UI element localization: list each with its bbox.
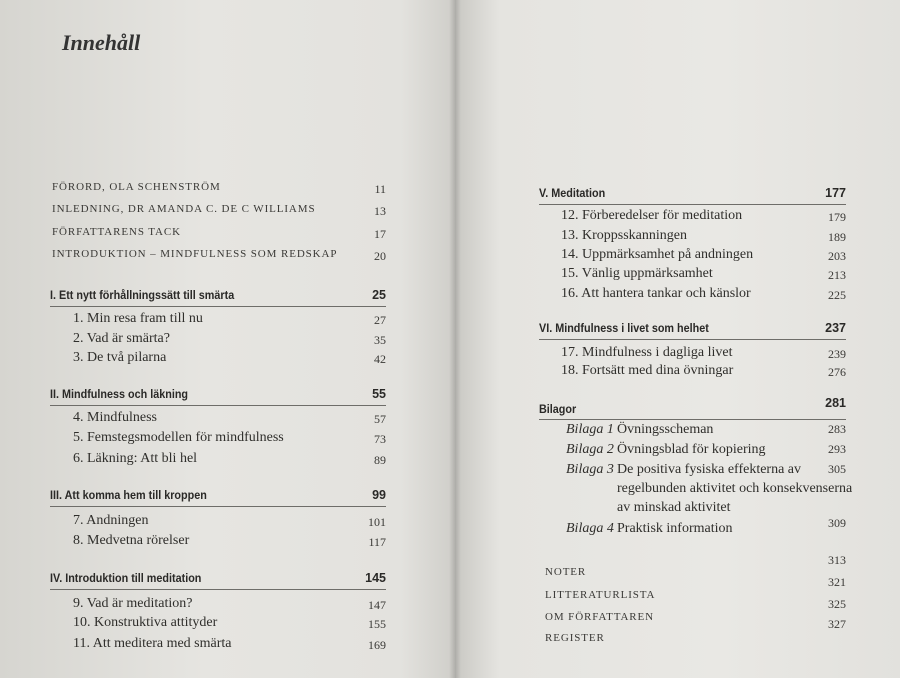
- chapter-page: 155: [368, 617, 386, 631]
- chapter-title: 4. Mindfulness: [73, 410, 157, 425]
- back-matter-page: 327: [828, 617, 846, 631]
- section-rule: [50, 589, 386, 590]
- chapter-page: 213: [828, 268, 846, 282]
- appendix-section-page: 281: [825, 396, 846, 410]
- chapter-page: 117: [368, 535, 386, 549]
- back-matter-page: 325: [828, 597, 846, 611]
- chapter-title: 10. Konstruktiva attityder: [73, 615, 218, 630]
- back-matter-label: NOTER: [545, 566, 587, 578]
- appendix-section-title: Bilagor: [539, 402, 577, 416]
- section-page: 25: [372, 288, 386, 302]
- section-title: VI. Mindfulness i livet som helhet: [539, 321, 709, 335]
- front-matter-page: 11: [374, 182, 386, 196]
- appendix-page: 309: [828, 516, 846, 530]
- section-page: 177: [825, 186, 846, 200]
- chapter-page: 89: [374, 453, 386, 467]
- section-title: II. Mindfulness och läkning: [50, 387, 189, 401]
- chapter-title: 2. Vad är smärta?: [73, 331, 170, 346]
- chapter-title: 16. Att hantera tankar och känslor: [561, 286, 751, 301]
- section-rule: [539, 204, 846, 205]
- chapter-page: 27: [374, 313, 386, 327]
- chapter-title: 6. Läkning: Att bli hel: [73, 451, 198, 466]
- appendix-tag: Bilaga 4: [566, 521, 614, 536]
- page-title: Innehåll: [62, 30, 141, 55]
- chapter-title: 18. Fortsätt med dina övningar: [561, 363, 734, 378]
- chapter-title: 11. Att meditera med smärta: [73, 636, 232, 651]
- chapter-title: 17. Mindfulness i dagliga livet: [561, 345, 733, 360]
- book-gutter: [449, 0, 461, 678]
- chapter-title: 8. Medvetna rörelser: [73, 533, 190, 548]
- appendix-tag: Bilaga 3: [566, 462, 614, 477]
- front-matter-page: 17: [374, 227, 386, 241]
- chapter-title: 7. Andningen: [73, 513, 149, 528]
- chapter-title: 12. Förberedelser för meditation: [561, 208, 743, 223]
- front-matter-page: 13: [374, 204, 386, 218]
- chapter-title: 14. Uppmärksamhet på andningen: [561, 247, 754, 262]
- chapter-page: 169: [368, 638, 386, 652]
- section-title: I. Ett nytt förhållningssätt till smärta: [50, 288, 235, 302]
- chapter-page: 179: [828, 210, 846, 224]
- section-title: V. Meditation: [539, 186, 606, 200]
- back-matter-label: REGISTER: [545, 632, 605, 644]
- chapter-page: 239: [828, 347, 846, 361]
- section-rule: [539, 339, 846, 340]
- appendix-title: Övningsblad för kopiering: [617, 442, 766, 457]
- back-matter-label: LITTERATURLISTA: [545, 589, 656, 601]
- chapter-page: 73: [374, 432, 386, 446]
- appendix-tag: Bilaga 2: [566, 442, 614, 457]
- section-page: 99: [372, 488, 386, 502]
- section-page: 55: [372, 387, 386, 401]
- chapter-title: 9. Vad är meditation?: [73, 596, 193, 611]
- appendix-title: De positiva fysiska effekterna av: [617, 462, 802, 477]
- appendix-title: regelbunden aktivitet och konsekvenserna: [617, 481, 853, 496]
- section-rule: [50, 306, 386, 307]
- chapter-page: 35: [374, 333, 386, 347]
- chapter-page: 189: [828, 230, 846, 244]
- chapter-page: 57: [374, 412, 386, 426]
- chapter-title: 15. Vänlig uppmärksamhet: [561, 266, 713, 281]
- front-matter-label: INLEDNING, DR AMANDA C. DE C WILLIAMS: [52, 203, 316, 215]
- chapter-page: 101: [368, 515, 386, 529]
- section-title: IV. Introduktion till meditation: [50, 571, 202, 585]
- chapter-title: 3. De två pilarna: [73, 350, 167, 365]
- section-page: 145: [365, 571, 386, 585]
- section-title: III. Att komma hem till kroppen: [50, 488, 207, 502]
- appendix-tag: Bilaga 1: [566, 422, 614, 437]
- front-matter-page: 20: [374, 249, 386, 263]
- chapter-title: 5. Femstegsmodellen för mindfulness: [73, 430, 284, 445]
- front-matter-label: FÖRFATTARENS TACK: [52, 226, 181, 238]
- section-page: 237: [825, 321, 846, 335]
- chapter-page: 147: [368, 598, 386, 612]
- section-rule: [539, 419, 846, 420]
- chapter-page: 42: [374, 352, 386, 366]
- back-matter-page: 321: [828, 575, 846, 589]
- appendix-page: 305: [828, 462, 846, 476]
- chapter-title: 1. Min resa fram till nu: [73, 311, 203, 326]
- section-rule: [50, 506, 386, 507]
- back-matter-page: 313: [828, 553, 846, 567]
- chapter-page: 203: [828, 249, 846, 263]
- chapter-page: 225: [828, 288, 846, 302]
- front-matter-label: FÖRORD, OLA SCHENSTRÖM: [52, 181, 221, 193]
- appendix-title: av minskad aktivitet: [617, 500, 731, 515]
- front-matter-label: INTRODUKTION – MINDFULNESS SOM REDSKAP: [52, 248, 338, 260]
- appendix-title: Övningsscheman: [617, 422, 714, 437]
- appendix-page: 283: [828, 422, 846, 436]
- back-matter-label: OM FÖRFATTAREN: [545, 611, 655, 623]
- appendix-title: Praktisk information: [617, 521, 733, 536]
- chapter-title: 13. Kroppsskanningen: [561, 228, 687, 243]
- chapter-page: 276: [828, 365, 846, 379]
- appendix-page: 293: [828, 442, 846, 456]
- section-rule: [50, 405, 386, 406]
